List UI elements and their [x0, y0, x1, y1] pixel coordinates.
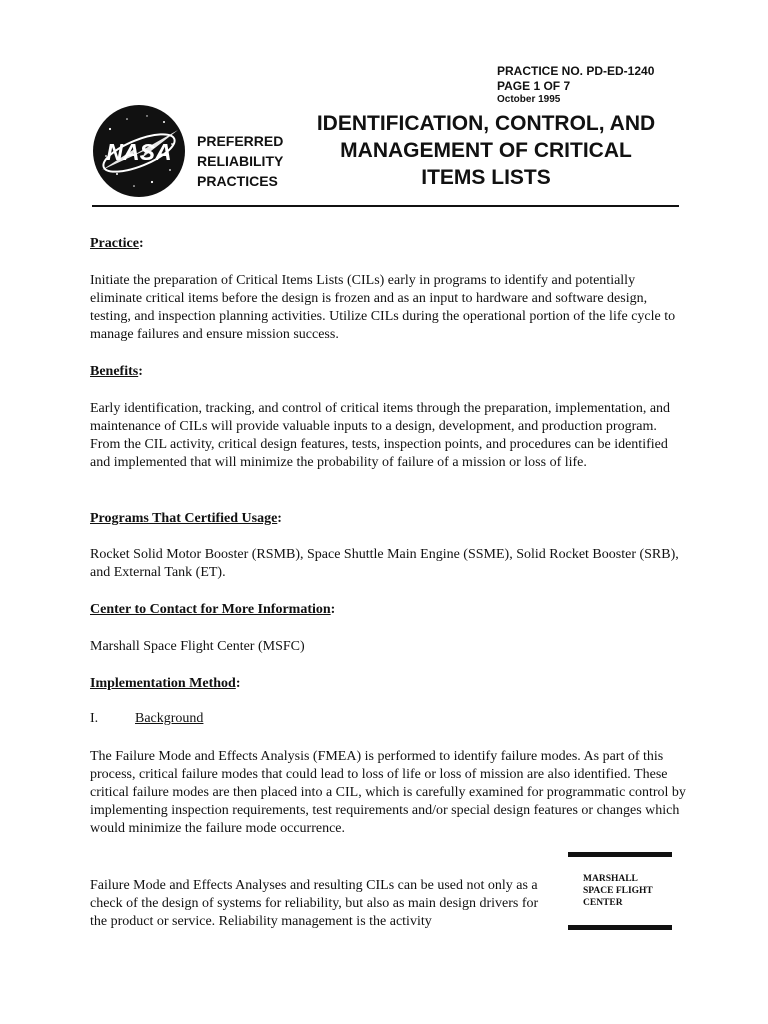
document-title: [300, 110, 672, 191]
badge-line-2: SPACE FLIGHT: [583, 886, 653, 896]
practice-heading: Practice:: [90, 236, 144, 251]
document-meta: [497, 64, 654, 106]
series-line-2: RELIABILITY: [197, 153, 284, 169]
title-line-2: MANAGEMENT OF CRITICAL: [340, 139, 632, 162]
benefits-heading: Benefits:: [90, 364, 143, 379]
center-body: Marshall Space Flight Center (MSFC): [90, 639, 305, 654]
programs-body: Rocket Solid Motor Booster (RSMB), Space Shuttle Main Engine (SSME), Solid Rocket Booster (SRB), and External Tank (ET).: [90, 547, 679, 580]
series-label: [197, 131, 283, 191]
center-heading: Center to Contact for More Information:: [90, 602, 336, 617]
title-line-1: IDENTIFICATION, CONTROL, AND: [316, 112, 656, 135]
benefits-body: Early identification, tracking, and control of critical items through the preparation, implementation, and maintenance of CILs will provide valuable inputs to a design, development, and production program. From the CIL activity, critical design features, tests, inspection points, and procedures can be identified and implemented that will minimize the probability of failure of a mission or loss of life.: [90, 401, 671, 470]
publication-date: October 1995: [497, 94, 561, 105]
background-title: Background: [135, 711, 204, 726]
badge-line-3: CENTER: [583, 898, 623, 908]
series-line-3: PRACTICES: [197, 173, 278, 189]
roman-numeral: I.: [90, 711, 99, 726]
background-para-2: Failure Mode and Effects Analyses and resulting CILs can be used not only as a check of the design of systems for reliability, but also as main design drivers for the product or service. Reliability management is the activity: [90, 878, 539, 929]
nasa-logo: [92, 104, 186, 198]
implementation-heading: Implementation Method:: [90, 676, 241, 691]
header-divider: [92, 205, 679, 207]
series-line-1: PREFERRED: [197, 133, 284, 149]
programs-heading: Programs That Certified Usage:: [90, 511, 282, 526]
page-number: PAGE 1 OF 7: [497, 79, 571, 93]
badge-line-1: MARSHALL: [583, 874, 638, 884]
practice-body: Initiate the preparation of Critical Items Lists (CILs) early in programs to identify and potentially eliminate critical items before the design is frozen and as an input to hardware and software design, testing, and inspection planning activities. Utilize CILs during the operational portion of the life cycle to manage failures and ensure mission success.: [90, 273, 676, 342]
practice-number: PRACTICE NO. PD-ED-1240: [497, 64, 655, 78]
center-badge: [568, 852, 672, 930]
logo-wordmark: NASA: [106, 139, 172, 165]
title-line-3: ITEMS LISTS: [421, 166, 551, 189]
background-para-1: The Failure Mode and Effects Analysis (FMEA) is performed to identify failure modes. As part of this process, critical failure modes that could lead to loss of life or loss of mission are also identified. These critical failure modes are then placed into a CIL, which is carefully examined for programmatic control by implementing inspection requirements, test requirements and/or special design features or changes which would minimize the failure mode occurrence.: [90, 749, 686, 836]
